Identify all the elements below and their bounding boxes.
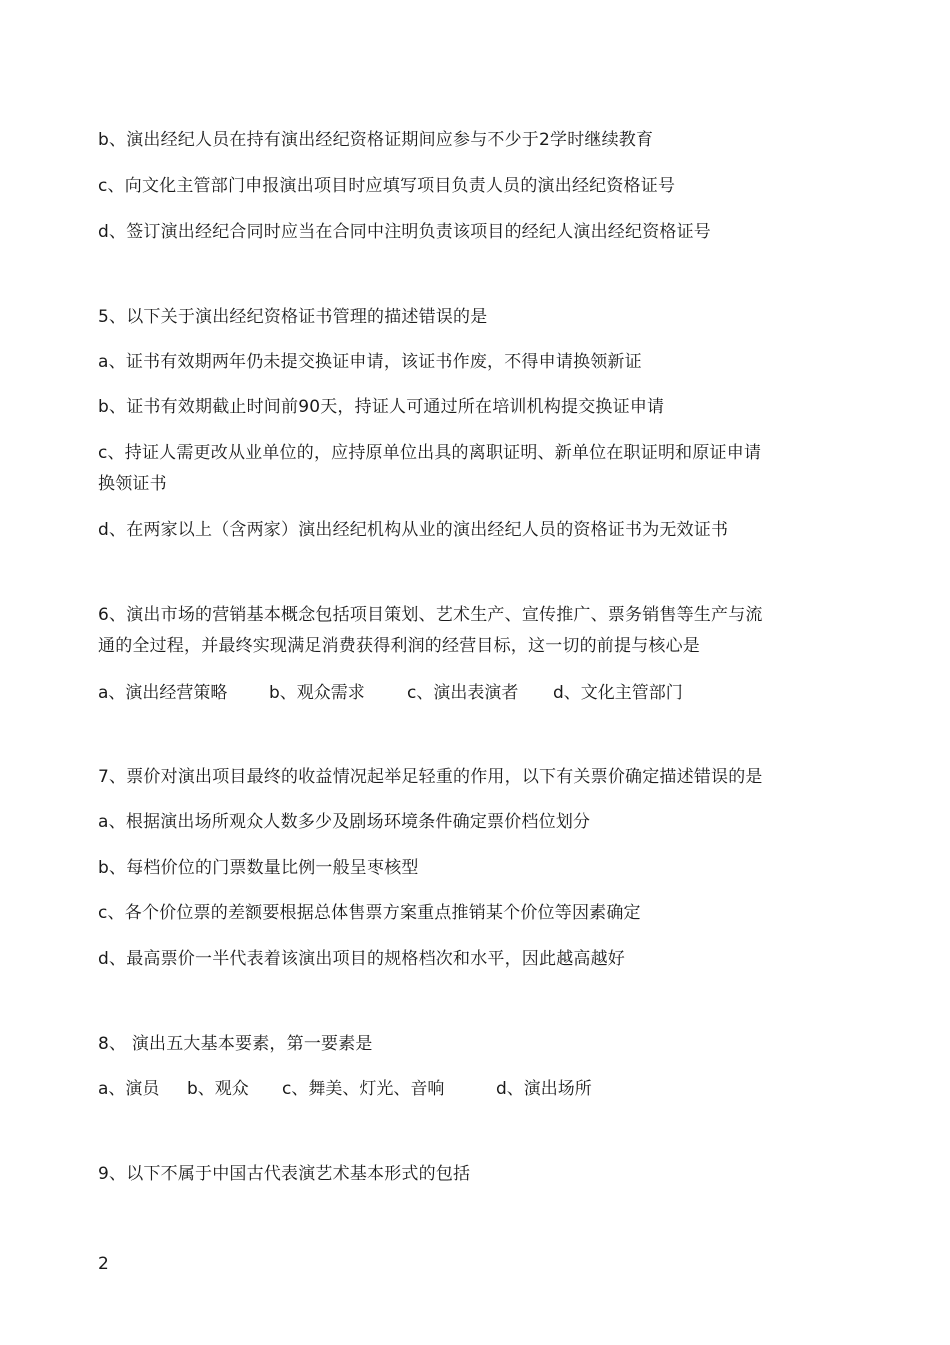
q5-question: 5、以下关于演出经纪资格证书管理的描述错误的是 (98, 307, 488, 327)
q6-option-a: a、演出经营策略 (98, 683, 228, 703)
q7-option-a: a、根据演出场所观众人数多少及剧场环境条件确定票价档位划分 (98, 812, 591, 832)
q6-question-line2: 通的全过程，并最终实现满足消费获得利润的经营目标，这一切的前提与核心是 (98, 636, 700, 656)
q5-option-b: b、证书有效期截止时间前90天，持证人可通过所在培训机构提交换证申请 (98, 397, 665, 417)
q6-option-b: b、观众需求 (269, 683, 365, 703)
q6-question-line1: 6、演出市场的营销基本概念包括项目策划、艺术生产、宣传推广、票务销售等生产与流 (98, 605, 763, 625)
q5-option-d: d、在两家以上（含两家）演出经纪机构从业的演出经纪人员的资格证书为无效证书 (98, 520, 729, 540)
q7-option-c: c、各个价位票的差额要根据总体售票方案重点推销某个价位等因素确定 (98, 903, 641, 923)
q5-option-c-line2: 换领证书 (98, 474, 167, 494)
q6-option-d: d、文化主管部门 (553, 683, 683, 703)
q8-question: 8、 演出五大基本要素，第一要素是 (98, 1034, 373, 1054)
q9-question: 9、以下不属于中国古代表演艺术基本形式的包括 (98, 1164, 471, 1184)
q6-options-row (98, 678, 683, 709)
q4-option-b: b、演出经纪人员在持有演出经纪资格证期间应参与不少于2学时继续教育 (98, 130, 654, 150)
q8-option-a: a、演员 (98, 1079, 160, 1099)
q5-option-c-line1: c、持证人需更改从业单位的，应持原单位出具的离职证明、新单位在职证明和原证申请 (98, 443, 762, 463)
q8-option-c: c、舞美、灯光、音响 (282, 1079, 445, 1099)
q7-option-b: b、每档价位的门票数量比例一般呈枣核型 (98, 858, 419, 878)
q5-option-a: a、证书有效期两年仍未提交换证申请，该证书作废，不得申请换领新证 (98, 352, 642, 372)
q7-option-d: d、最高票价一半代表着该演出项目的规格档次和水平，因此越高越好 (98, 949, 625, 969)
q8-option-d: d、演出场所 (496, 1079, 592, 1099)
q7-question: 7、票价对演出项目最终的收益情况起举足轻重的作用，以下有关票价确定描述错误的是 (98, 767, 763, 787)
q4-option-d: d、签订演出经纪合同时应当在合同中注明负责该项目的经纪人演出经纪资格证号 (98, 222, 711, 242)
page-number: 2 (98, 1254, 109, 1274)
q8-options-row (98, 1074, 592, 1105)
q6-option-c: c、演出表演者 (407, 683, 519, 703)
q8-option-b: b、观众 (187, 1079, 249, 1099)
q4-option-c: c、向文化主管部门申报演出项目时应填写项目负责人员的演出经纪资格证号 (98, 176, 676, 196)
